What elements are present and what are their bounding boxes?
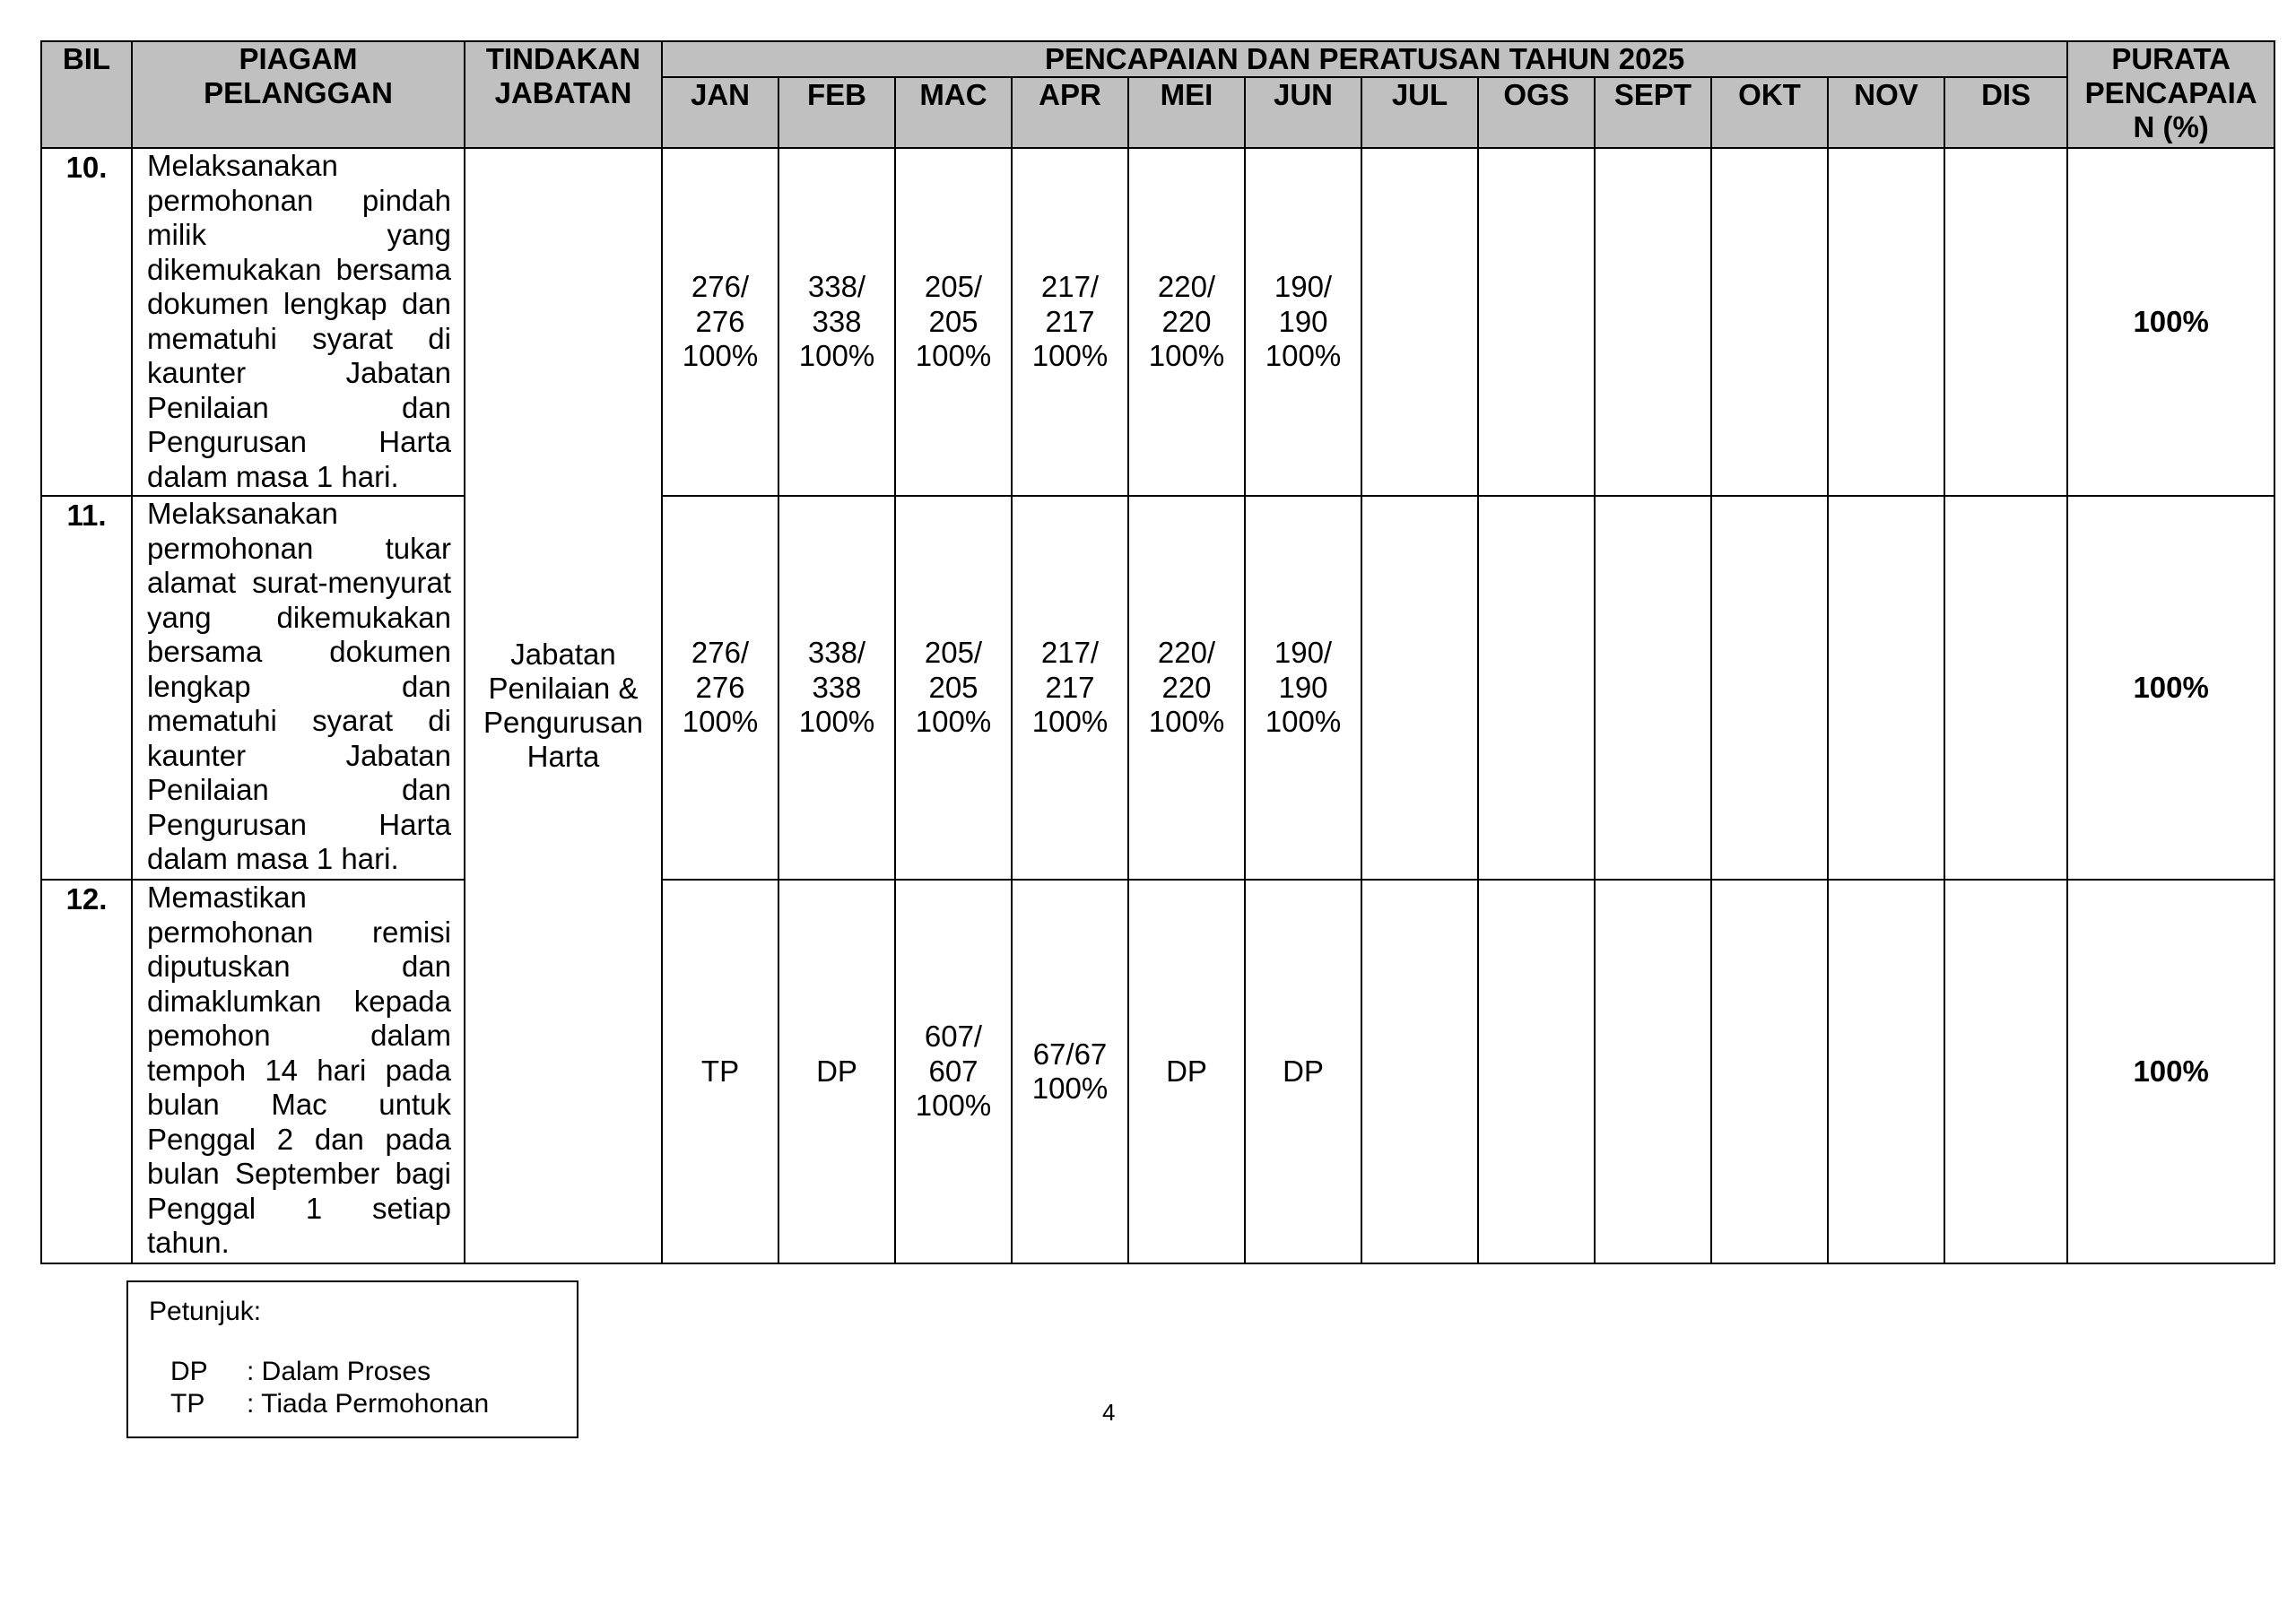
piagam-word: Jabatan bbox=[345, 356, 451, 389]
piagam-line bbox=[147, 1192, 451, 1227]
month-cell-line: 100% bbox=[682, 705, 759, 739]
month-cell-line: 205 bbox=[928, 670, 978, 704]
month-cell-jan bbox=[662, 148, 778, 496]
piagam-word: September bbox=[234, 1157, 380, 1190]
month-cell-line: 67/67 bbox=[1032, 1037, 1108, 1071]
piagam-word: Penilaian bbox=[147, 390, 269, 424]
month-cell-line: DP bbox=[1283, 1054, 1324, 1088]
month-cell-line: 276/ bbox=[691, 270, 750, 304]
month-cell-jul bbox=[1361, 496, 1478, 880]
piagam-word: lengkap bbox=[283, 287, 387, 320]
piagam-word: dimaklumkan bbox=[147, 984, 322, 1018]
month-cell-line: 190 bbox=[1278, 304, 1328, 338]
piagam-word: bersama bbox=[335, 252, 451, 286]
header-month-dis: DIS bbox=[1944, 77, 2067, 148]
row-purata: 100% bbox=[2067, 880, 2274, 1263]
piagam-line bbox=[147, 356, 451, 391]
row-piagam bbox=[132, 496, 465, 880]
month-cell-jan bbox=[662, 496, 778, 880]
header-purata-line1: PURATA bbox=[2111, 42, 2231, 75]
legend-box bbox=[126, 1280, 578, 1438]
month-cell-mac bbox=[895, 880, 1012, 1263]
piagam-line bbox=[147, 532, 451, 567]
achievement-table bbox=[40, 40, 2275, 1264]
piagam-line bbox=[147, 1019, 451, 1054]
row-purata: 100% bbox=[2067, 496, 2274, 880]
month-cell-mac bbox=[895, 148, 1012, 496]
piagam-word: Penilaian bbox=[147, 773, 269, 806]
month-cell-line: 220 bbox=[1161, 304, 1212, 338]
month-cell-sept bbox=[1595, 496, 1711, 880]
piagam-word: Jabatan bbox=[345, 738, 451, 772]
month-cell-line: 338/ bbox=[807, 270, 866, 304]
header-piagam-line1: PIAGAM bbox=[239, 42, 358, 75]
header-purata-line3: N (%) bbox=[2133, 110, 2209, 143]
piagam-word: hari bbox=[317, 1053, 367, 1087]
month-cell-line: 190/ bbox=[1274, 270, 1333, 304]
header-tindakan-line1: TINDAKAN bbox=[485, 42, 641, 75]
piagam-word: kaunter bbox=[147, 356, 247, 389]
piagam-word: tempoh bbox=[147, 1053, 247, 1087]
piagam-word: Penggal bbox=[147, 1191, 257, 1225]
table-row bbox=[41, 496, 2274, 880]
legend-item bbox=[170, 1357, 430, 1387]
piagam-word: di bbox=[428, 704, 451, 737]
header-month-nov: NOV bbox=[1828, 77, 1944, 148]
month-cell-mac bbox=[895, 496, 1012, 880]
piagam-word: setiap bbox=[371, 1191, 451, 1225]
piagam-line bbox=[147, 601, 451, 636]
piagam-word: permohonan bbox=[147, 915, 314, 949]
row-piagam bbox=[132, 148, 465, 496]
month-cell-feb bbox=[778, 496, 895, 880]
header-month-jan: JAN bbox=[662, 77, 778, 148]
header-purata-line2: PENCAPAIA bbox=[2084, 76, 2257, 109]
piagam-line bbox=[147, 1123, 451, 1158]
month-cell-line: 338/ bbox=[807, 636, 866, 670]
piagam-word: alamat bbox=[147, 566, 237, 599]
piagam-word: Harta bbox=[378, 807, 451, 841]
month-cell-feb bbox=[778, 148, 895, 496]
row-bil: 10. bbox=[41, 148, 132, 496]
row-piagam bbox=[132, 880, 465, 1263]
month-cell-apr bbox=[1012, 148, 1128, 496]
piagam-line bbox=[147, 566, 451, 601]
header-month-jun: JUN bbox=[1245, 77, 1361, 148]
piagam-word: kepada bbox=[353, 984, 451, 1018]
month-cell-line: TP bbox=[700, 1054, 740, 1088]
legend-desc: : Dalam Proses bbox=[247, 1357, 431, 1386]
piagam-line bbox=[147, 218, 451, 253]
month-cell-okt bbox=[1711, 496, 1828, 880]
piagam-line: Melaksanakan bbox=[147, 149, 338, 182]
month-cell-line: 100% bbox=[1148, 705, 1225, 739]
piagam-line: Melaksanakan bbox=[147, 497, 338, 530]
header-tindakan-line2: JABATAN bbox=[494, 76, 632, 109]
row-purata: 100% bbox=[2067, 148, 2274, 496]
piagam-word: dan bbox=[401, 287, 451, 320]
month-cell-line: 217 bbox=[1045, 670, 1095, 704]
piagam-word: dokumen bbox=[329, 635, 451, 668]
piagam-line: dalam masa 1 hari. bbox=[147, 842, 399, 875]
row-bil: 11. bbox=[41, 496, 132, 880]
piagam-line bbox=[147, 1157, 451, 1192]
month-cell-jul bbox=[1361, 880, 1478, 1263]
piagam-word: Pengurusan bbox=[147, 425, 307, 458]
month-cell-line: 217 bbox=[1045, 304, 1095, 338]
month-cell-ogs bbox=[1478, 880, 1595, 1263]
month-cell-dis bbox=[1944, 880, 2067, 1263]
piagam-word: mematuhi bbox=[147, 321, 277, 355]
piagam-word: pada bbox=[385, 1122, 451, 1156]
month-cell-line: 100% bbox=[1031, 339, 1109, 373]
month-cell-line: 607 bbox=[928, 1054, 978, 1088]
jabatan-line: Penilaian & bbox=[488, 672, 639, 705]
piagam-line bbox=[147, 391, 451, 426]
legend-desc: : Tiada Permohonan bbox=[247, 1389, 490, 1419]
month-cell-dis bbox=[1944, 148, 2067, 496]
month-cell-apr bbox=[1012, 880, 1128, 1263]
month-cell-line: 338 bbox=[812, 670, 862, 704]
header-month-mei: MEI bbox=[1128, 77, 1245, 148]
piagam-word: syarat bbox=[312, 704, 394, 737]
piagam-word: bulan bbox=[147, 1157, 220, 1190]
piagam-word: surat-menyurat bbox=[252, 566, 451, 599]
header-tindakan-jabatan bbox=[465, 41, 662, 148]
piagam-word: yang bbox=[387, 218, 451, 251]
jabatan-line: Jabatan bbox=[510, 638, 616, 671]
piagam-line: Memastikan bbox=[147, 881, 307, 914]
month-cell-line: 100% bbox=[682, 339, 759, 373]
header-month-jul: JUL bbox=[1361, 77, 1478, 148]
jabatan-line: Harta bbox=[526, 740, 600, 773]
piagam-word: 2 bbox=[276, 1122, 294, 1156]
piagam-word: pada bbox=[385, 1053, 451, 1087]
month-cell-line: DP bbox=[816, 1054, 857, 1088]
piagam-word: Mac bbox=[271, 1088, 327, 1121]
piagam-word: untuk bbox=[378, 1088, 451, 1121]
month-cell-line: 217/ bbox=[1040, 270, 1100, 304]
piagam-line bbox=[147, 773, 451, 808]
piagam-line bbox=[147, 808, 451, 843]
piagam-line bbox=[147, 916, 451, 950]
piagam-word: Harta bbox=[378, 425, 451, 458]
month-cell-line: 100% bbox=[798, 339, 875, 373]
piagam-word: yang bbox=[147, 600, 212, 634]
month-cell-mei bbox=[1128, 496, 1245, 880]
month-cell-line: 205/ bbox=[924, 270, 983, 304]
piagam-line bbox=[147, 739, 451, 774]
piagam-word: dan bbox=[401, 773, 451, 806]
tindakan-jabatan-cell bbox=[465, 148, 662, 1263]
piagam-word: diputuskan bbox=[147, 950, 291, 983]
piagam-line bbox=[147, 950, 451, 985]
month-cell-feb bbox=[778, 880, 895, 1263]
header-month-apr: APR bbox=[1012, 77, 1128, 148]
piagam-word: 14 bbox=[265, 1053, 299, 1087]
legend-item bbox=[170, 1389, 489, 1419]
piagam-word: dan bbox=[401, 950, 451, 983]
piagam-line bbox=[147, 1054, 451, 1089]
piagam-line: dalam masa 1 hari. bbox=[147, 459, 399, 493]
piagam-word: syarat bbox=[312, 321, 394, 355]
month-cell-line: 217/ bbox=[1040, 636, 1100, 670]
piagam-line bbox=[147, 253, 451, 288]
piagam-word: permohonan bbox=[147, 531, 314, 565]
header-month-okt: OKT bbox=[1711, 77, 1828, 148]
piagam-line bbox=[147, 1088, 451, 1123]
month-cell-jul bbox=[1361, 148, 1478, 496]
month-cell-line: 100% bbox=[1265, 705, 1342, 739]
month-cell-nov bbox=[1828, 880, 1944, 1263]
legend-abbr: TP bbox=[170, 1389, 205, 1419]
month-cell-line: 205/ bbox=[924, 636, 983, 670]
piagam-word: remisi bbox=[372, 915, 451, 949]
month-cell-line: 276 bbox=[695, 670, 745, 704]
month-cell-line: 190 bbox=[1278, 670, 1328, 704]
piagam-word: milik bbox=[147, 218, 206, 251]
piagam-word: permohonan bbox=[147, 183, 314, 217]
month-cell-line: 100% bbox=[1031, 1072, 1109, 1105]
piagam-word: dikemukakan bbox=[147, 252, 322, 286]
month-cell-line: DP bbox=[1166, 1054, 1207, 1088]
month-cell-dis bbox=[1944, 496, 2067, 880]
table-row bbox=[41, 880, 2274, 1263]
month-cell-line: 220/ bbox=[1157, 636, 1216, 670]
piagam-line bbox=[147, 704, 451, 739]
page-number: 4 bbox=[1102, 1399, 1116, 1426]
month-cell-line: 276 bbox=[695, 304, 745, 338]
month-cell-line: 100% bbox=[1265, 339, 1342, 373]
piagam-line bbox=[147, 287, 451, 322]
piagam-word: dan bbox=[401, 669, 451, 703]
piagam-line bbox=[147, 425, 451, 460]
month-cell-line: 100% bbox=[1031, 705, 1109, 739]
legend-abbr: DP bbox=[170, 1357, 208, 1386]
piagam-word: dalam bbox=[370, 1019, 451, 1052]
piagam-word: di bbox=[428, 321, 451, 355]
piagam-word: Pengurusan bbox=[147, 807, 307, 841]
month-cell-line: 276/ bbox=[691, 636, 750, 670]
header-month-sept: SEPT bbox=[1595, 77, 1711, 148]
piagam-word: kaunter bbox=[147, 738, 247, 772]
piagam-word: mematuhi bbox=[147, 704, 277, 737]
piagam-line bbox=[147, 670, 451, 705]
month-cell-line: 100% bbox=[1148, 339, 1225, 373]
piagam-word: dikemukakan bbox=[276, 600, 451, 634]
piagam-word: pindah bbox=[361, 183, 451, 217]
month-cell-jun bbox=[1245, 148, 1361, 496]
month-cell-jan bbox=[662, 880, 778, 1263]
piagam-word: tukar bbox=[385, 531, 451, 565]
header-month-ogs: OGS bbox=[1478, 77, 1595, 148]
row-bil: 12. bbox=[41, 880, 132, 1263]
header-piagam-pelanggan bbox=[132, 41, 465, 148]
month-cell-line: 607/ bbox=[924, 1020, 983, 1054]
piagam-word: Penggal bbox=[147, 1122, 257, 1156]
piagam-word: bagi bbox=[395, 1157, 451, 1190]
month-cell-line: 190/ bbox=[1274, 636, 1333, 670]
month-cell-line: 338 bbox=[812, 304, 862, 338]
piagam-line bbox=[147, 322, 451, 357]
piagam-line bbox=[147, 635, 451, 670]
header-bil: BIL bbox=[41, 41, 132, 148]
table-body bbox=[41, 148, 2274, 1263]
piagam-word: dan bbox=[314, 1122, 364, 1156]
month-cell-mei bbox=[1128, 148, 1245, 496]
piagam-word: dan bbox=[401, 390, 451, 424]
month-cell-okt bbox=[1711, 148, 1828, 496]
piagam-word: 1 bbox=[305, 1191, 323, 1225]
month-cell-okt bbox=[1711, 880, 1828, 1263]
month-cell-sept bbox=[1595, 148, 1711, 496]
header-piagam-line2: PELANGGAN bbox=[204, 76, 393, 109]
month-cell-line: 100% bbox=[915, 705, 992, 739]
piagam-word: dokumen bbox=[147, 287, 269, 320]
legend-title: Petunjuk: bbox=[149, 1297, 262, 1326]
month-cell-mei bbox=[1128, 880, 1245, 1263]
month-cell-apr bbox=[1012, 496, 1128, 880]
piagam-line bbox=[147, 184, 451, 219]
header-pencapaian-group: PENCAPAIAN DAN PERATUSAN TAHUN 2025 bbox=[662, 41, 2067, 77]
month-cell-line: 100% bbox=[798, 705, 875, 739]
month-cell-line: 100% bbox=[915, 1089, 992, 1123]
header-month-mac: MAC bbox=[895, 77, 1012, 148]
piagam-line: tahun. bbox=[147, 1226, 230, 1259]
month-cell-nov bbox=[1828, 148, 1944, 496]
piagam-word: bersama bbox=[147, 635, 263, 668]
month-cell-ogs bbox=[1478, 496, 1595, 880]
piagam-word: bulan bbox=[147, 1088, 220, 1121]
jabatan-line: Pengurusan bbox=[483, 706, 643, 739]
header-month-feb: FEB bbox=[778, 77, 895, 148]
month-cell-line: 220 bbox=[1161, 670, 1212, 704]
month-cell-jun bbox=[1245, 880, 1361, 1263]
month-cell-jun bbox=[1245, 496, 1361, 880]
month-cell-sept bbox=[1595, 880, 1711, 1263]
table-row bbox=[41, 148, 2274, 496]
month-cell-line: 220/ bbox=[1157, 270, 1216, 304]
month-cell-nov bbox=[1828, 496, 1944, 880]
piagam-word: pemohon bbox=[147, 1019, 271, 1052]
piagam-line bbox=[147, 985, 451, 1020]
month-cell-line: 100% bbox=[915, 339, 992, 373]
month-cell-ogs bbox=[1478, 148, 1595, 496]
piagam-word: lengkap bbox=[147, 669, 251, 703]
header-purata-pencapaian bbox=[2067, 41, 2274, 148]
month-cell-line: 205 bbox=[928, 304, 978, 338]
